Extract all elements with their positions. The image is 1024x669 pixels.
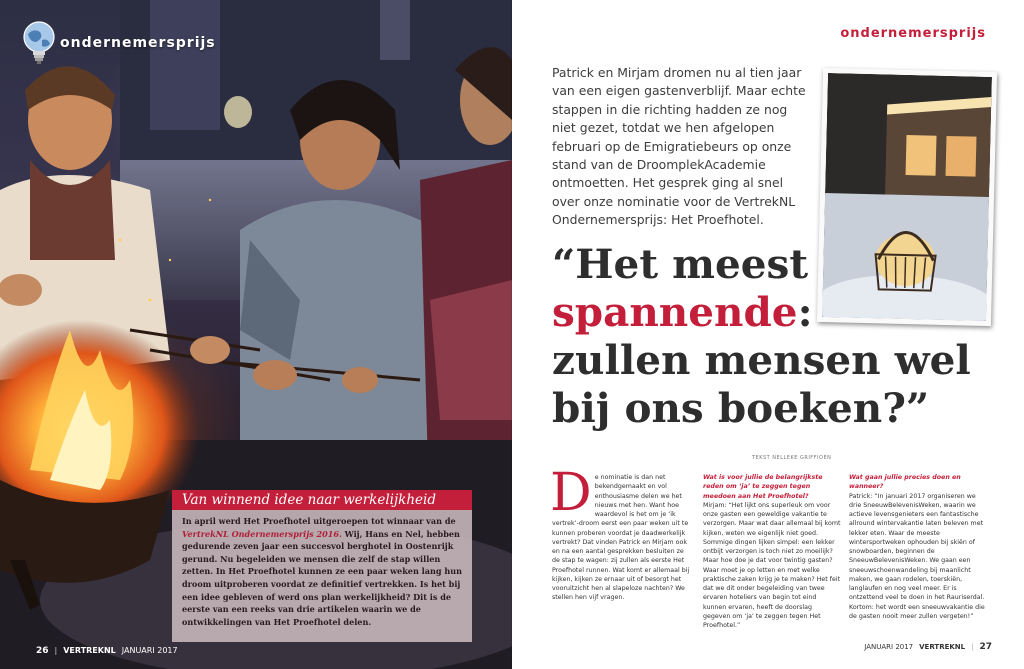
sidebar-box-text-1: In april werd Het Proefhotel uitgeroepen tot winnaar van de bbox=[182, 516, 456, 526]
interview-question-2: Wat gaan jullie precies doen en wanneer? bbox=[849, 474, 961, 491]
article-columns bbox=[550, 463, 992, 629]
intro-paragraph: Patrick en Mirjam dromen nu al tien jaar van een eigen gastenverblijf. Maar echte stappen in die richting hadden ze nog niet gezet, totdat we hen afgelopen februari op de Emigratiebeurs op onze stand van de DroomplekAcademie ontmoetten. Het gesprek ging al snel over onze nominatie voor de VertrekNL Ondernemersprijs: Het Proefhotel. bbox=[552, 65, 806, 228]
interview-answer-1: Mirjam: “Het lijkt ons superleuk om voor onze gasten een geweldige vakantie te verzorgen. Maar wat daar allemaal bij komt kijken, weten we eigenlijk niet goed. Sommige dingen lijken simpel: een lekker ontbijt verzorgen is toch niet zo moeilijk? Maar hoe doe je dat voor twintig gasten? Waar moet je op letten en met welke praktische zaken krijg je te maken? Het feit dat we dit onder begeleiding van twee ervaren hoteliers van begin tot eind kunnen ervaren, heeft de doorslag gegeven om ‘ja’ te zeggen tegen Het Proefhotel.” bbox=[703, 501, 841, 629]
section-label: ondernemersprijs bbox=[60, 35, 216, 51]
issue-date-left: JANUARI 2017 bbox=[121, 646, 178, 655]
sidebar-box-text-2: Wij, Hans en Nel, hebben gedurende zeven jaar een succesvol berghotel in Oostenrijk gerund. Nu begeleiden we mensen die zelf de stap willen zetten. In Het Proefhotel kunnen ze een paar weken lang hun droom uitproberen voordat ze definitief vertrekken. Is het bij een idee gebleven of werd ons plan werkelijkheid? Dit is de eerste van een reeks van drie artikelen waarin we de ontwikkelingen van Het Proefhotel delen. bbox=[182, 528, 462, 627]
sidebar-box bbox=[172, 490, 472, 642]
page-number-right: 27 bbox=[979, 642, 992, 652]
sidebar-box-title: Van winnend idee naar werkelijkheid bbox=[172, 490, 472, 510]
author-credit: TEKST NELLEKE GRIFFIOEN bbox=[752, 455, 832, 461]
folio-separator: | bbox=[54, 646, 58, 655]
interview-question-1: Wat is voor jullie de belangrijkste reden om ‘ja’ te zeggen tegen meedoen aan Het Proefhotel? bbox=[703, 474, 823, 500]
sidebar-box-body bbox=[172, 510, 472, 628]
magazine-name-right: VERTREKNL bbox=[919, 643, 966, 651]
folio-separator-right: | bbox=[971, 643, 974, 651]
issue-date-right: JANUARI 2017 bbox=[864, 643, 914, 651]
headline-part-3: zullen mensen wel bij ons boeken?” bbox=[552, 336, 971, 432]
page-number-left: 26 bbox=[36, 646, 49, 656]
headline-part-1: “Het meest bbox=[552, 240, 809, 288]
right-page bbox=[512, 0, 1024, 669]
headline-colon: : bbox=[797, 288, 813, 336]
headline-accent-word: spannende bbox=[552, 288, 798, 336]
section-brand bbox=[22, 20, 216, 66]
article-column-2 bbox=[703, 473, 841, 630]
magazine-name-left: VERTREKNL bbox=[63, 646, 116, 655]
drop-cap: D bbox=[550, 463, 592, 523]
section-label-right: ondernemersprijs bbox=[840, 26, 986, 41]
article-column-1 bbox=[550, 463, 690, 603]
lightbulb-globe-icon bbox=[22, 20, 56, 66]
column-1-text: e nominatie is dan net bekendgemaakt en vol enthousiasme delen we het nieuws met hen. Want hoe waardevol is het om je ‘ik vertrek’-droom eerst een paar weken uit te kunnen proberen voordat je daadwerkelijk vertrekt? Dat vinden Patrick en Mirjam ook en na een aantal gesprekken besluiten ze de stap te wagen: zij zullen als eerste Het Proefhotel runnen. Wat komt er allemaal bij kijken, kijken ze ernaar uit of besorgt het vooruitzicht hen al slapeloze nachten? We stellen hen vijf vragen. bbox=[552, 474, 690, 602]
folio-right bbox=[864, 642, 992, 652]
article-column-3 bbox=[849, 473, 987, 621]
folio-left bbox=[36, 646, 178, 656]
article-headline bbox=[552, 240, 1002, 432]
interview-answer-2: Patrick: “In januari 2017 organiseren we drie SneeuwBelevenisWeken, waarin we actieve levensgenieters een fantastische allround wintervakantie laten beleven met lekker eten. Waar de meeste wintersportweken ophouden bij skiën of snowboarden, beginnen de SneeuwBelevenisWeken. We gaan een sneeuwschoenwandeling bij maanlicht maken, we gaan rodelen, toerskiën, langlaufen en nog veel meer. Er is ontzettend veel te doen in het Rauriserdal. Kortom: het wordt een sneeuwvakantie die de gasten nooit meer zullen vergeten!” bbox=[849, 492, 985, 620]
sidebar-box-award-name: VertrekNL Ondernemersprijs 2016. bbox=[182, 528, 342, 539]
